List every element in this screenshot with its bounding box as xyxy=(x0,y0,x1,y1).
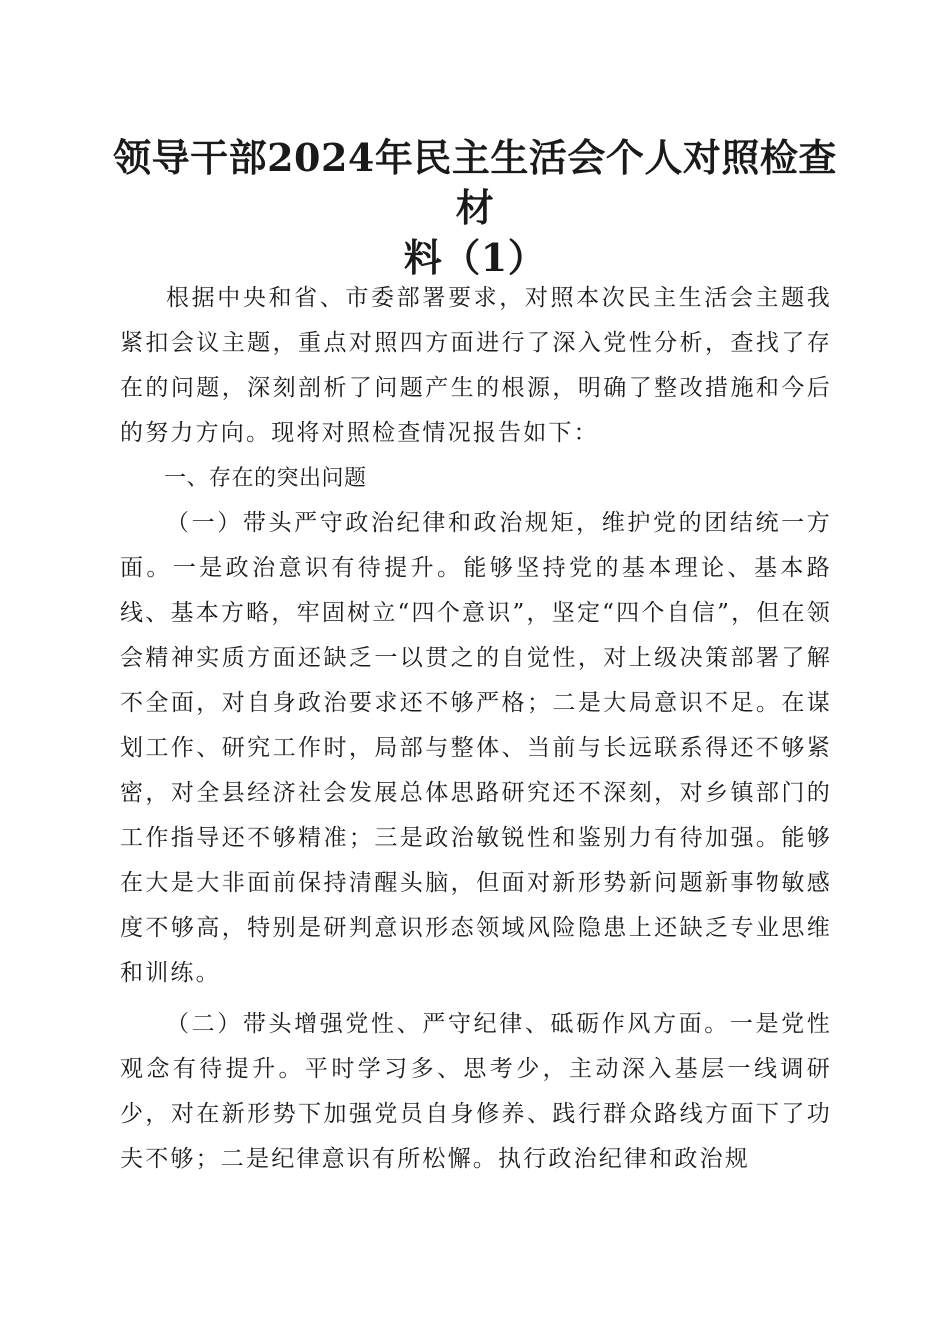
intro-paragraph: 根据中央和省、市委部署要求，对照本次民主生活会主题我紧扣会议主题，重点对照四方面进行了深入党性分析，查找了存在的问题，深刻剖析了问题产生的根源，明确了整改措施和今后的努力方向。现将对照检查情况报告如下： xyxy=(120,285,832,446)
document-body xyxy=(120,276,832,1182)
title-line-1: 领导干部2024年民主生活会个人对照检查材 xyxy=(113,135,837,230)
paragraph-2: （二）带头增强党性、严守纪律、砥砺作风方面。一是党性观念有待提升。平时学习多、思考少，主动深入基层一线调研少，对在新形势下加强党员自身修养、践行群众路线方面下了功夫不够；二是纪律意识有所松懈。执行政治纪律和政治规 xyxy=(120,1011,832,1172)
document-title xyxy=(100,133,850,283)
title-line-2: 料（1） xyxy=(403,235,547,280)
section-heading-1: 一、存在的突出问题 xyxy=(164,466,367,491)
paragraph-1: （一）带头严守政治纪律和政治规矩，维护党的团结统一方面。一是政治意识有待提升。能够坚持党的基本理论、基本路线、基本方略，牢固树立“四个意识”，坚定“四个自信”，但在领会精神实质方面还缺乏一以贯之的自觉性，对上级决策部署了解不全面，对自身政治要求还不够严格；二是大局意识不足。在谋划工作、研究工作时，局部与整体、当前与长远联系得还不够紧密，对全县经济社会发展总体思路研究还不深刻，对乡镇部门的工作指导还不够精准；三是政治敏锐性和鉴别力有待加强。能够在大是大非面前保持清醒头脑，但面对新形势新问题新事物敏感度不够高，特别是研判意识形态领域风险隐患上还缺乏专业思维和训练。 xyxy=(120,510,832,986)
